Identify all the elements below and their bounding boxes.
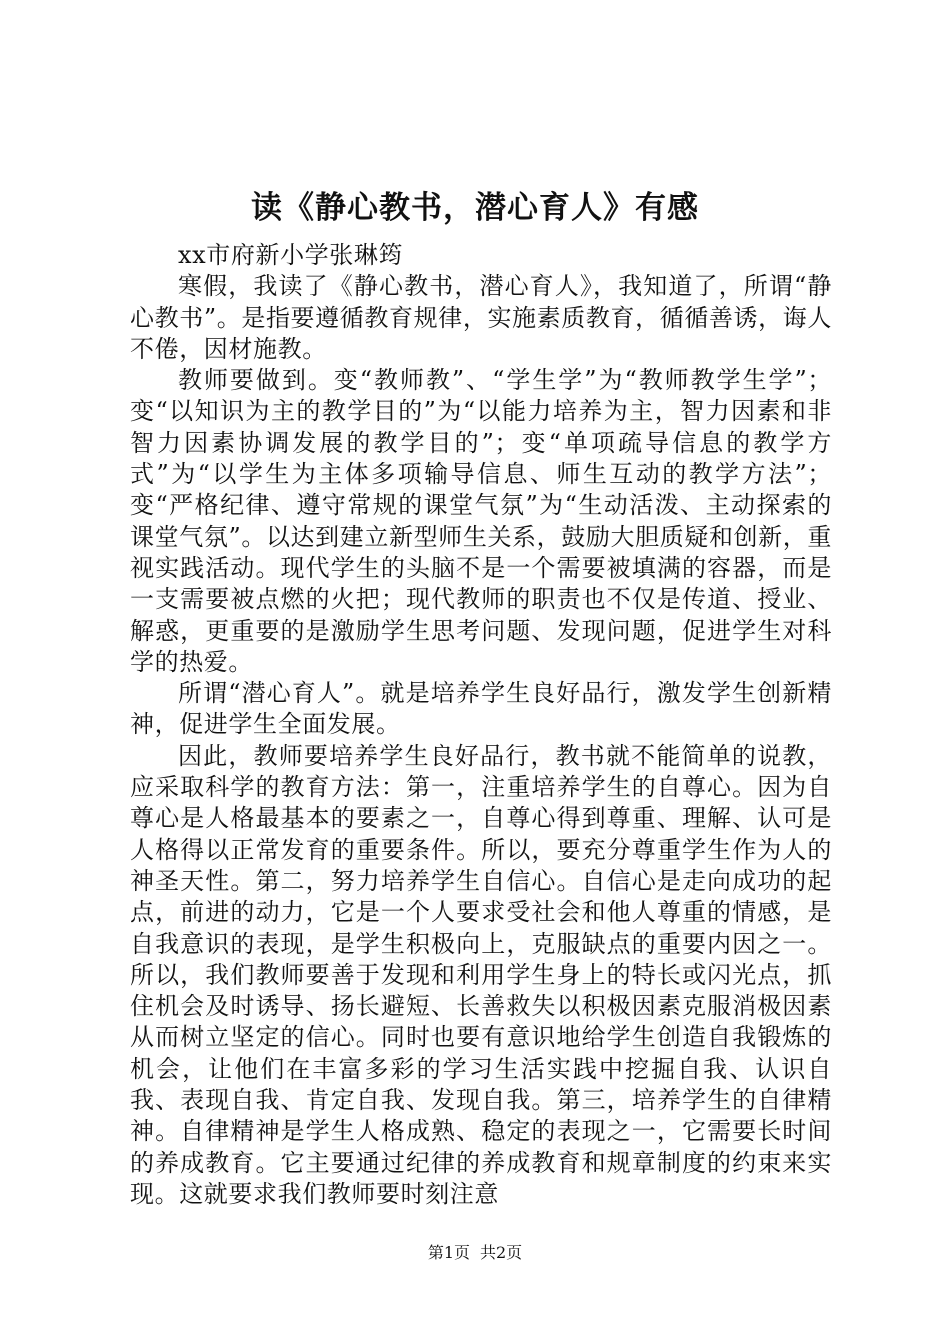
paragraph-2: 教师要做到。变“教师教”、“学生学”为“教师教学生学”；变“以知识为主的教学目的”为“以能力培养为主，智力因素和非智力因素协调发展的教学目的”；变“单项疏导信息的教学方式”为“以学生为主体多项输导信息、师生互动的教学方法”；变“严格纪律、遵守常规的课堂气氛”为“生动活泼、主动探索的课堂气氛”。以达到建立新型师生关系，鼓励大胆质疑和创新，重视实践活动。现代学生的头脑不是一个需要被填满的容器，而是一支需要被点燃的火把；现代教师的职责也不仅是传道、授业、解惑，更重要的是激励学生思考问题、发现问题，促进学生对科学的热爱。 <box>130 366 832 676</box>
paragraph-3: 所谓“潜心育人”。就是培养学生良好品行，激发学生创新精神，促进学生全面发展。 <box>130 679 832 739</box>
page-footer <box>0 1242 950 1264</box>
paragraph-1: 寒假，我读了《静心教书，潜心育人》，我知道了，所谓“静心教书”。是指要遵循教育规律，实施素质教育，循循善诱，诲人不倦，因材施教。 <box>130 272 832 363</box>
paragraph-4: 因此，教师要培养学生良好品行，教书就不能简单的说教，应采取科学的教育方法：第一，注重培养学生的自尊心。因为自尊心是人格最基本的要素之一，自尊心得到尊重、理解、认可是人格得以正常发育的重要条件。所以，要充分尊重学生作为人的神圣天性。第二，努力培养学生自信心。自信心是走向成功的起点，前进的动力，它是一个人要求受社会和他人尊重的情感，是自我意识的表现，是学生积极向上，克服缺点的重要内因之一。所以，我们教师要善于发现和利用学生身上的特长或闪光点，抓住机会及时诱导、扬长避短、长善救失以积极因素克服消极因素从而树立坚定的信心。同时也要有意识地给学生创造自我锻炼的机会，让他们在丰富多彩的学习生活实践中挖掘自我、认识自我、表现自我、肯定自我、发现自我。第三，培养学生的自律精神。自律精神是学生人格成熟、稳定的表现之一，它需要长时间的养成教育。它主要通过纪律的养成教育和规章制度的约束来实现。这就要求我们教师要时刻注意 <box>130 741 832 1208</box>
page-total: 共2页 <box>480 1243 523 1262</box>
document-body <box>130 240 832 1210</box>
document-title: 读《静心教书，潜心育人》有感 <box>251 190 699 226</box>
author-line: xx市府新小学张琳筠 <box>178 241 404 269</box>
page-number: 第1页 <box>427 1243 470 1262</box>
